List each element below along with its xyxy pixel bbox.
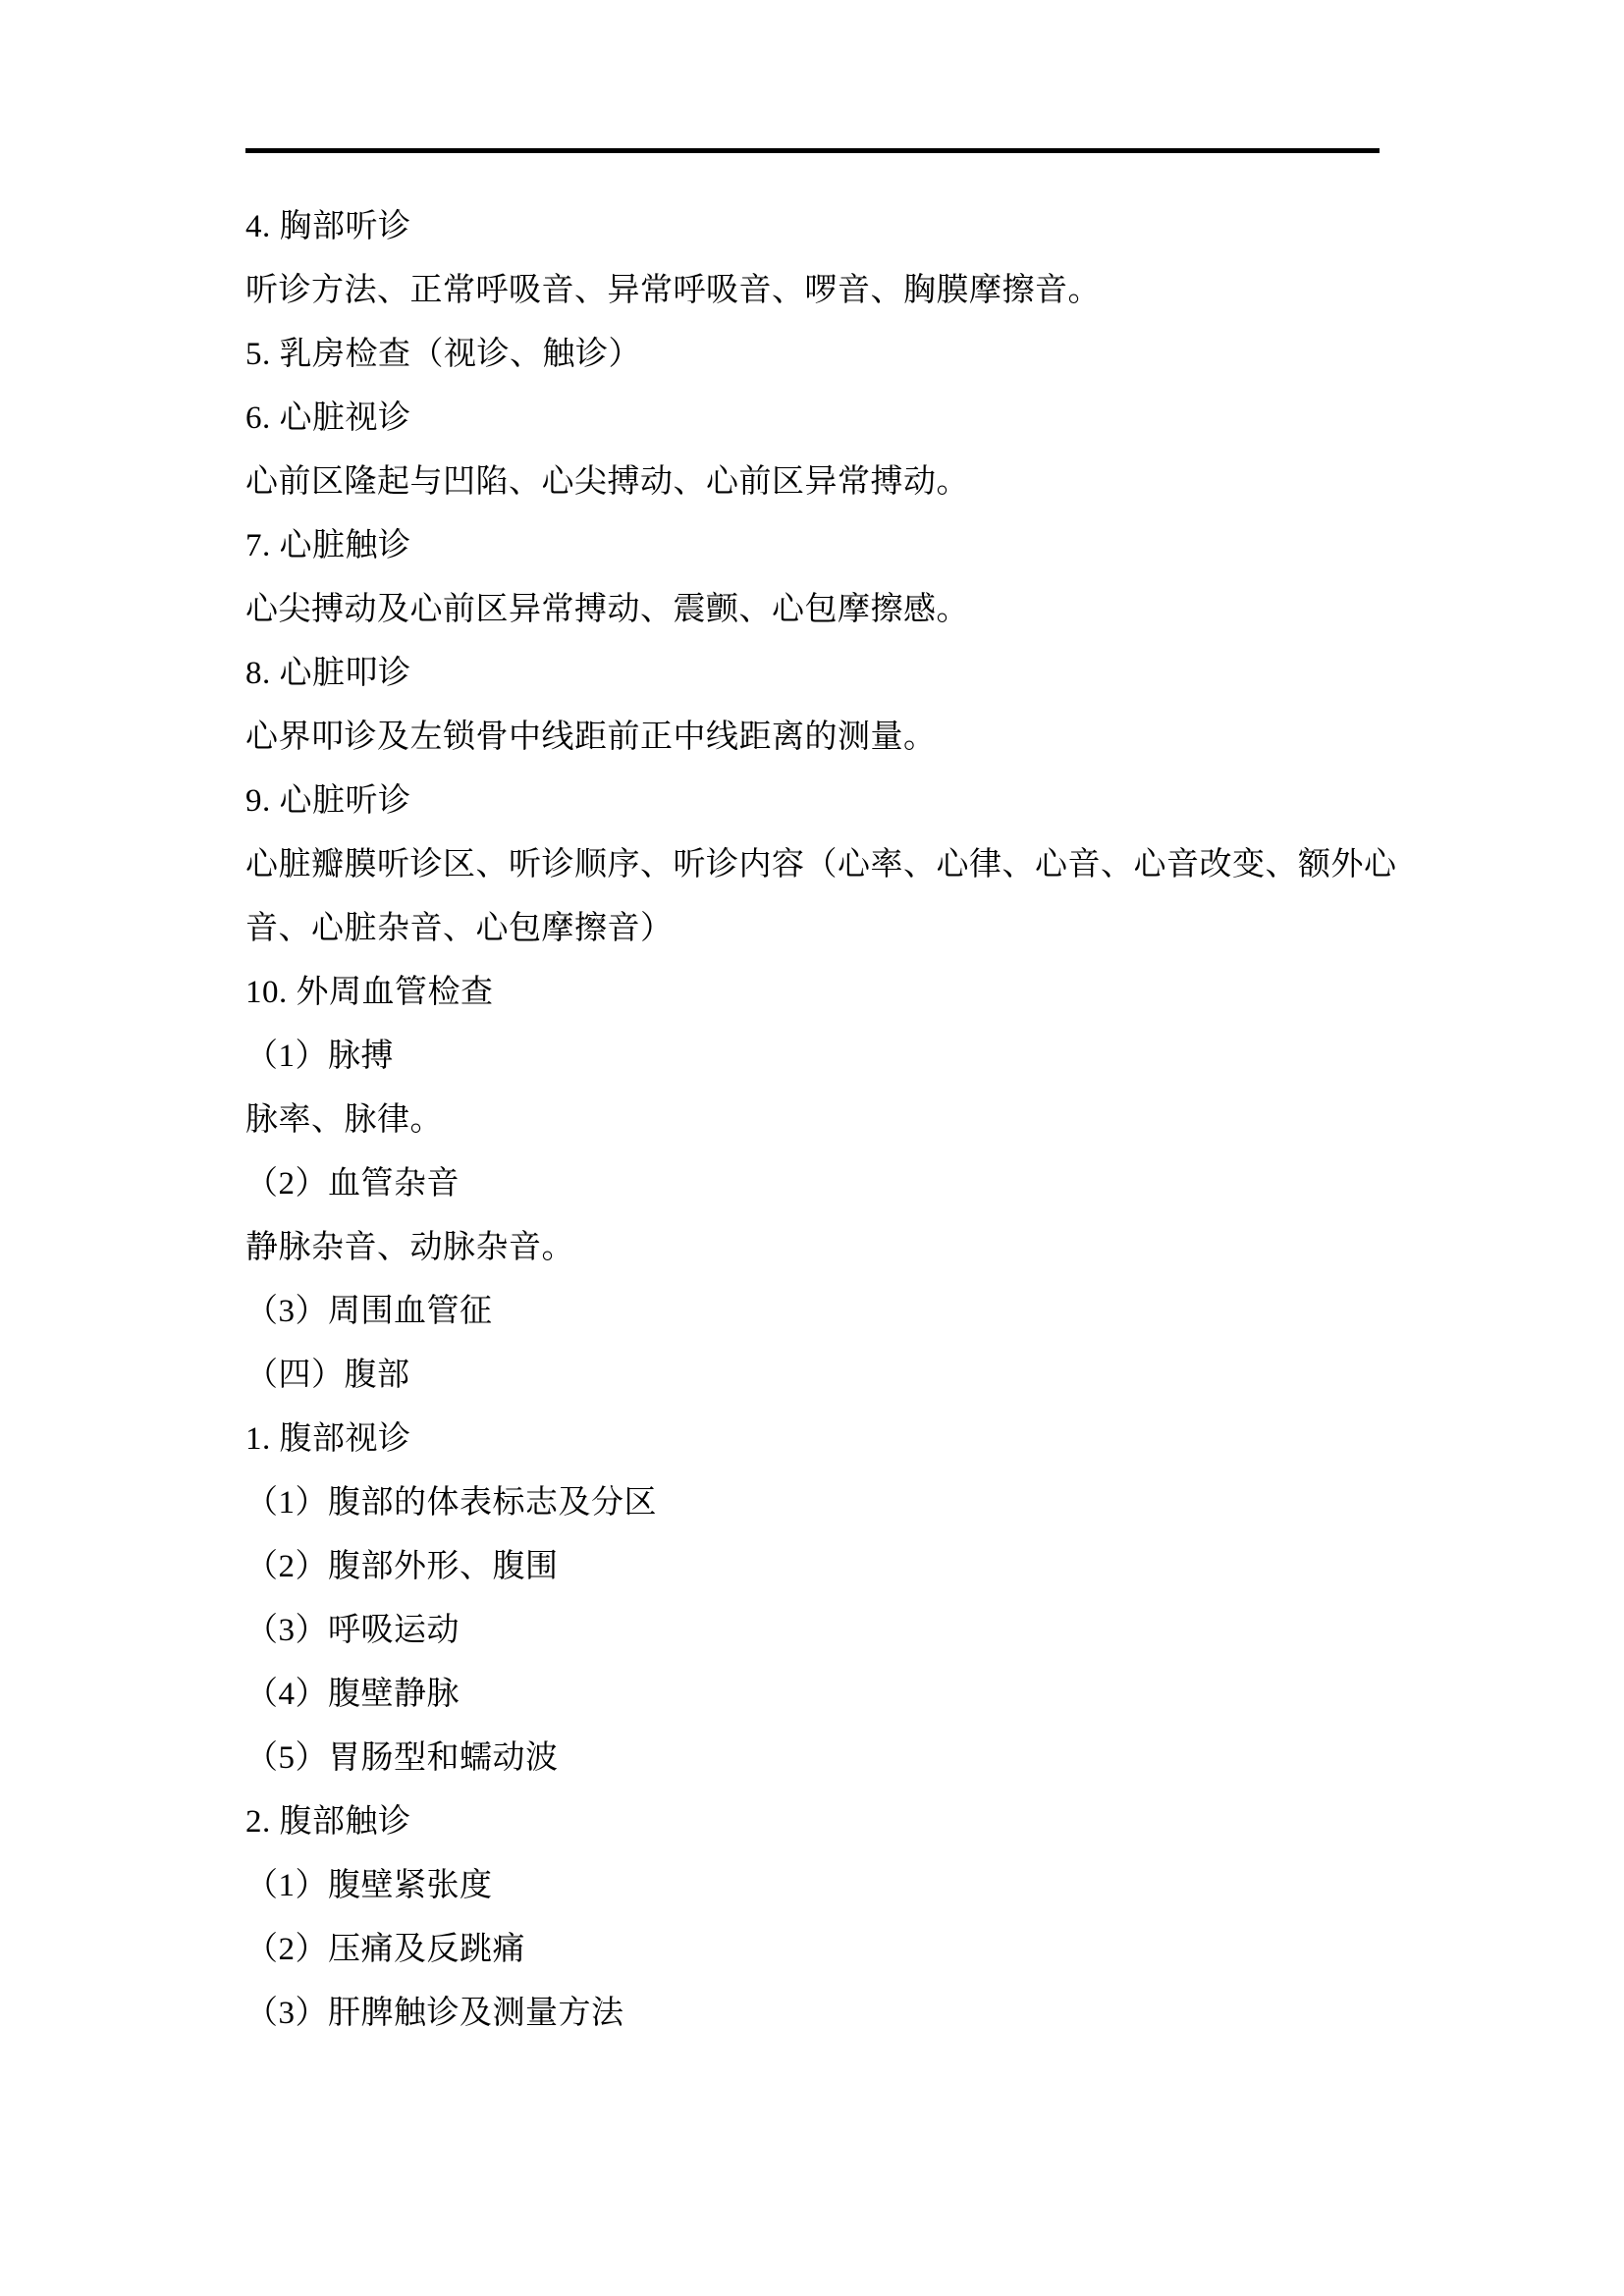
text-line: 4. 胸部听诊	[245, 209, 411, 244]
text-line: 心前区隆起与凹陷、心尖搏动、心前区异常搏动。	[245, 464, 969, 500]
text-line: 听诊方法、正常呼吸音、异常呼吸音、啰音、胸膜摩擦音。	[245, 273, 1101, 308]
text-line: 9. 心脏听诊	[245, 783, 411, 819]
text-line: （4）腹壁静脉	[245, 1677, 460, 1712]
document-body	[245, 195, 1409, 2046]
text-line: 脉率、脉律。	[245, 1102, 443, 1138]
text-line: （2）血管杂音	[245, 1166, 460, 1201]
text-line: （3）呼吸运动	[245, 1613, 460, 1648]
text-line: （3）周围血管征	[245, 1294, 493, 1329]
text-line: 7. 心脏触诊	[245, 528, 411, 563]
text-line: （2）腹部外形、腹围	[245, 1549, 559, 1584]
text-line: （四）腹部	[245, 1358, 410, 1393]
text-line: （3）肝脾触诊及测量方法	[245, 1996, 624, 2031]
text-line: 心界叩诊及左锁骨中线距前正中线距离的测量。	[245, 720, 937, 755]
text-line: （5）胃肠型和蠕动波	[245, 1740, 559, 1776]
text-line: 8. 心脏叩诊	[245, 656, 411, 691]
text-line: （1）腹部的体表标志及分区	[245, 1485, 657, 1521]
text-line: 音、心脏杂音、心包摩擦音）	[245, 911, 674, 946]
text-line: 5. 乳房检查（视诊、触诊）	[245, 337, 641, 372]
text-line: 1. 腹部视诊	[245, 1421, 411, 1457]
text-line: （1）脉搏	[245, 1039, 394, 1074]
text-line: （2）压痛及反跳痛	[245, 1932, 525, 1967]
text-line: （1）腹壁紧张度	[245, 1868, 493, 1903]
header-rule	[245, 148, 1380, 153]
text-line: 静脉杂音、动脉杂音。	[245, 1230, 574, 1265]
text-line: 心脏瓣膜听诊区、听诊顺序、听诊内容（心率、心律、心音、心音改变、额外心	[245, 847, 1397, 882]
text-line: 2. 腹部触诊	[245, 1804, 411, 1840]
text-line: 6. 心脏视诊	[245, 400, 411, 436]
text-line: 10. 外周血管检查	[245, 975, 494, 1010]
text-line: 心尖搏动及心前区异常搏动、震颤、心包摩擦感。	[245, 592, 969, 627]
